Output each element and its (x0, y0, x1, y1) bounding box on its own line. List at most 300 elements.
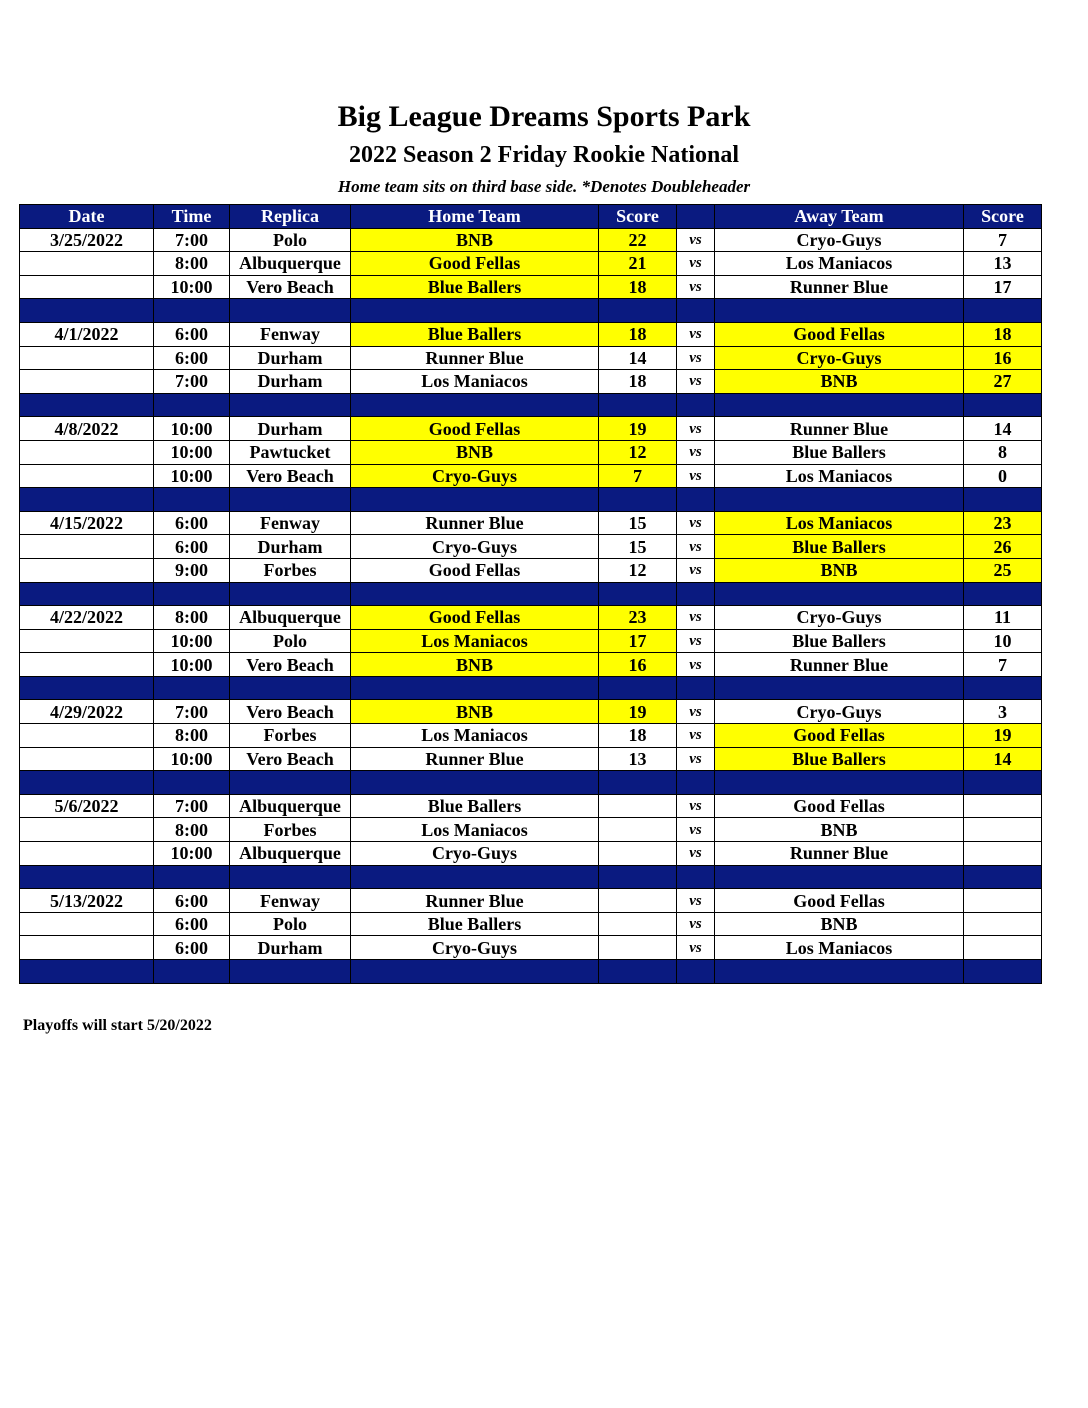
date-cell: 5/6/2022 (20, 794, 154, 818)
week-separator-row (20, 676, 1042, 700)
vs-cell: vs (677, 464, 715, 488)
date-cell: 4/1/2022 (20, 322, 154, 346)
col-header-date: Date (20, 205, 154, 229)
separator-cell (230, 299, 351, 323)
table-row (20, 653, 1042, 677)
table-row (20, 322, 1042, 346)
time-cell: 10:00 (154, 629, 230, 653)
date-cell: 3/25/2022 (20, 228, 154, 252)
home-score-cell: 21 (599, 252, 677, 276)
playoffs-note: Playoffs will start 5/20/2022 (23, 1017, 212, 1034)
time-cell: 8:00 (154, 818, 230, 842)
separator-cell (677, 582, 715, 606)
time-cell: 10:00 (154, 747, 230, 771)
separator-cell (154, 488, 230, 512)
date-cell (20, 558, 154, 582)
away-score-cell: 16 (964, 346, 1042, 370)
date-cell (20, 370, 154, 394)
away-team-cell: Blue Ballers (715, 440, 964, 464)
date-cell (20, 747, 154, 771)
home-team-cell: Good Fellas (351, 606, 599, 630)
home-score-cell: 12 (599, 440, 677, 464)
away-team-cell: Cryo-Guys (715, 700, 964, 724)
away-team-cell: Los Maniacos (715, 464, 964, 488)
away-score-cell: 27 (964, 370, 1042, 394)
replica-cell: Albuquerque (230, 606, 351, 630)
away-score-cell: 14 (964, 417, 1042, 441)
table-row (20, 464, 1042, 488)
replica-cell: Fenway (230, 322, 351, 346)
home-team-cell: Runner Blue (351, 747, 599, 771)
table-row (20, 889, 1042, 913)
vs-cell: vs (677, 936, 715, 960)
away-team-cell: Blue Ballers (715, 747, 964, 771)
date-cell (20, 464, 154, 488)
home-score-cell: 13 (599, 747, 677, 771)
away-score-cell: 25 (964, 558, 1042, 582)
vs-cell: vs (677, 346, 715, 370)
replica-cell: Durham (230, 535, 351, 559)
separator-cell (351, 582, 599, 606)
separator-cell (230, 582, 351, 606)
table-row (20, 252, 1042, 276)
separator-cell (351, 299, 599, 323)
week-separator-row (20, 582, 1042, 606)
separator-cell (964, 771, 1042, 795)
home-team-cell: Cryo-Guys (351, 936, 599, 960)
home-team-cell: Good Fellas (351, 558, 599, 582)
table-row (20, 818, 1042, 842)
replica-cell: Pawtucket (230, 440, 351, 464)
home-score-cell (599, 794, 677, 818)
time-cell: 10:00 (154, 842, 230, 866)
vs-cell: vs (677, 275, 715, 299)
home-team-cell: BNB (351, 228, 599, 252)
replica-cell: Polo (230, 629, 351, 653)
vs-cell: vs (677, 724, 715, 748)
separator-cell (599, 676, 677, 700)
date-cell: 4/8/2022 (20, 417, 154, 441)
away-score-cell: 13 (964, 252, 1042, 276)
home-score-cell: 19 (599, 700, 677, 724)
away-score-cell (964, 889, 1042, 913)
replica-cell: Polo (230, 912, 351, 936)
away-team-cell: Los Maniacos (715, 252, 964, 276)
separator-cell (677, 771, 715, 795)
date-cell (20, 818, 154, 842)
vs-cell: vs (677, 700, 715, 724)
home-team-cell: Blue Ballers (351, 912, 599, 936)
away-team-cell: Good Fellas (715, 889, 964, 913)
time-cell: 6:00 (154, 535, 230, 559)
replica-cell: Durham (230, 370, 351, 394)
separator-cell (599, 299, 677, 323)
time-cell: 6:00 (154, 346, 230, 370)
separator-cell (715, 771, 964, 795)
replica-cell: Albuquerque (230, 252, 351, 276)
replica-cell: Vero Beach (230, 464, 351, 488)
separator-cell (964, 582, 1042, 606)
home-score-cell: 12 (599, 558, 677, 582)
home-team-cell: Cryo-Guys (351, 535, 599, 559)
away-team-cell: Cryo-Guys (715, 228, 964, 252)
time-cell: 6:00 (154, 511, 230, 535)
away-team-cell: BNB (715, 912, 964, 936)
home-team-cell: Los Maniacos (351, 724, 599, 748)
separator-cell (20, 488, 154, 512)
home-team-cell: Cryo-Guys (351, 464, 599, 488)
separator-cell (964, 393, 1042, 417)
replica-cell: Durham (230, 346, 351, 370)
home-score-cell (599, 912, 677, 936)
home-team-cell: Runner Blue (351, 511, 599, 535)
separator-cell (20, 582, 154, 606)
vs-cell: vs (677, 417, 715, 441)
away-score-cell: 23 (964, 511, 1042, 535)
table-row (20, 700, 1042, 724)
vs-cell: vs (677, 228, 715, 252)
schedule-table (19, 204, 1042, 984)
home-team-cell: Good Fellas (351, 417, 599, 441)
replica-cell: Forbes (230, 724, 351, 748)
home-score-cell: 18 (599, 724, 677, 748)
separator-cell (154, 771, 230, 795)
separator-cell (599, 771, 677, 795)
page-subtitle: 2022 Season 2 Friday Rookie National (348, 142, 740, 168)
away-score-cell: 11 (964, 606, 1042, 630)
replica-cell: Fenway (230, 511, 351, 535)
time-cell: 8:00 (154, 606, 230, 630)
schedule-note: Home team sits on third base side. *Denotes Doubleheader (337, 177, 751, 196)
home-team-cell: Blue Ballers (351, 275, 599, 299)
table-row (20, 629, 1042, 653)
home-team-cell: Blue Ballers (351, 322, 599, 346)
away-score-cell: 26 (964, 535, 1042, 559)
time-cell: 7:00 (154, 370, 230, 394)
replica-cell: Vero Beach (230, 275, 351, 299)
separator-cell (154, 960, 230, 984)
separator-cell (715, 393, 964, 417)
home-score-cell: 22 (599, 228, 677, 252)
vs-cell: vs (677, 912, 715, 936)
vs-cell: vs (677, 818, 715, 842)
vs-cell: vs (677, 606, 715, 630)
away-team-cell: Blue Ballers (715, 629, 964, 653)
col-header-vs (677, 205, 715, 229)
separator-cell (677, 299, 715, 323)
away-team-cell: Los Maniacos (715, 936, 964, 960)
separator-cell (230, 771, 351, 795)
separator-cell (715, 676, 964, 700)
away-team-cell: Good Fellas (715, 794, 964, 818)
home-score-cell: 18 (599, 322, 677, 346)
date-cell (20, 535, 154, 559)
separator-cell (677, 960, 715, 984)
away-team-cell: Runner Blue (715, 653, 964, 677)
separator-cell (715, 960, 964, 984)
vs-cell: vs (677, 535, 715, 559)
time-cell: 6:00 (154, 322, 230, 346)
date-cell (20, 252, 154, 276)
away-score-cell (964, 912, 1042, 936)
home-score-cell: 15 (599, 511, 677, 535)
week-separator-row (20, 488, 1042, 512)
away-score-cell: 7 (964, 228, 1042, 252)
table-row (20, 440, 1042, 464)
date-cell (20, 275, 154, 299)
away-score-cell: 14 (964, 747, 1042, 771)
separator-cell (677, 488, 715, 512)
away-score-cell (964, 936, 1042, 960)
separator-cell (964, 676, 1042, 700)
home-score-cell (599, 818, 677, 842)
table-header-row (20, 205, 1042, 229)
col-header-time: Time (154, 205, 230, 229)
home-score-cell (599, 842, 677, 866)
home-team-cell: Good Fellas (351, 252, 599, 276)
col-header-home-score: Score (599, 205, 677, 229)
away-team-cell: BNB (715, 370, 964, 394)
home-team-cell: Blue Ballers (351, 794, 599, 818)
separator-cell (677, 676, 715, 700)
table-row (20, 228, 1042, 252)
table-row (20, 794, 1042, 818)
separator-cell (230, 488, 351, 512)
separator-cell (154, 299, 230, 323)
home-team-cell: Los Maniacos (351, 370, 599, 394)
away-score-cell: 18 (964, 322, 1042, 346)
home-score-cell: 18 (599, 370, 677, 394)
separator-cell (599, 582, 677, 606)
replica-cell: Albuquerque (230, 794, 351, 818)
separator-cell (599, 865, 677, 889)
vs-cell: vs (677, 370, 715, 394)
separator-cell (20, 393, 154, 417)
separator-cell (230, 676, 351, 700)
home-team-cell: BNB (351, 440, 599, 464)
away-team-cell: Runner Blue (715, 417, 964, 441)
replica-cell: Forbes (230, 558, 351, 582)
vs-cell: vs (677, 747, 715, 771)
away-team-cell: BNB (715, 818, 964, 842)
table-row (20, 275, 1042, 299)
date-cell (20, 629, 154, 653)
week-separator-row (20, 393, 1042, 417)
time-cell: 6:00 (154, 889, 230, 913)
separator-cell (230, 393, 351, 417)
date-cell: 4/22/2022 (20, 606, 154, 630)
col-header-replica: Replica (230, 205, 351, 229)
table-row (20, 511, 1042, 535)
time-cell: 8:00 (154, 252, 230, 276)
replica-cell: Vero Beach (230, 700, 351, 724)
time-cell: 6:00 (154, 912, 230, 936)
separator-cell (599, 960, 677, 984)
home-score-cell: 14 (599, 346, 677, 370)
separator-cell (154, 676, 230, 700)
vs-cell: vs (677, 322, 715, 346)
away-team-cell: Runner Blue (715, 842, 964, 866)
replica-cell: Vero Beach (230, 747, 351, 771)
away-team-cell: Cryo-Guys (715, 346, 964, 370)
replica-cell: Durham (230, 417, 351, 441)
away-team-cell: Cryo-Guys (715, 606, 964, 630)
vs-cell: vs (677, 653, 715, 677)
table-row (20, 370, 1042, 394)
separator-cell (715, 865, 964, 889)
table-row (20, 747, 1042, 771)
home-score-cell: 15 (599, 535, 677, 559)
separator-cell (964, 865, 1042, 889)
vs-cell: vs (677, 252, 715, 276)
table-row (20, 842, 1042, 866)
home-score-cell: 16 (599, 653, 677, 677)
replica-cell: Albuquerque (230, 842, 351, 866)
week-separator-row (20, 771, 1042, 795)
home-team-cell: Los Maniacos (351, 818, 599, 842)
separator-cell (715, 488, 964, 512)
date-cell (20, 653, 154, 677)
time-cell: 10:00 (154, 417, 230, 441)
separator-cell (351, 865, 599, 889)
home-team-cell: Los Maniacos (351, 629, 599, 653)
table-row (20, 606, 1042, 630)
replica-cell: Durham (230, 936, 351, 960)
col-header-home-team: Home Team (351, 205, 599, 229)
vs-cell: vs (677, 794, 715, 818)
away-team-cell: Los Maniacos (715, 511, 964, 535)
home-score-cell (599, 936, 677, 960)
separator-cell (20, 299, 154, 323)
home-score-cell: 23 (599, 606, 677, 630)
separator-cell (964, 488, 1042, 512)
separator-cell (351, 676, 599, 700)
separator-cell (351, 771, 599, 795)
separator-cell (351, 393, 599, 417)
home-score-cell (599, 889, 677, 913)
time-cell: 6:00 (154, 936, 230, 960)
table-row (20, 912, 1042, 936)
home-score-cell: 17 (599, 629, 677, 653)
time-cell: 10:00 (154, 440, 230, 464)
col-header-away-team: Away Team (715, 205, 964, 229)
separator-cell (20, 676, 154, 700)
replica-cell: Forbes (230, 818, 351, 842)
time-cell: 8:00 (154, 724, 230, 748)
separator-cell (715, 582, 964, 606)
date-cell (20, 724, 154, 748)
week-separator-row (20, 865, 1042, 889)
home-team-cell: Runner Blue (351, 889, 599, 913)
table-row (20, 346, 1042, 370)
date-cell (20, 842, 154, 866)
table-row (20, 724, 1042, 748)
date-cell (20, 912, 154, 936)
separator-cell (230, 960, 351, 984)
time-cell: 10:00 (154, 275, 230, 299)
separator-cell (351, 488, 599, 512)
time-cell: 9:00 (154, 558, 230, 582)
date-cell (20, 346, 154, 370)
separator-cell (351, 960, 599, 984)
table-row (20, 535, 1042, 559)
vs-cell: vs (677, 558, 715, 582)
away-score-cell: 10 (964, 629, 1042, 653)
col-header-away-score: Score (964, 205, 1042, 229)
time-cell: 7:00 (154, 794, 230, 818)
away-score-cell: 8 (964, 440, 1042, 464)
away-team-cell: Runner Blue (715, 275, 964, 299)
time-cell: 10:00 (154, 464, 230, 488)
home-score-cell: 7 (599, 464, 677, 488)
away-score-cell: 3 (964, 700, 1042, 724)
replica-cell: Polo (230, 228, 351, 252)
separator-cell (154, 582, 230, 606)
date-cell (20, 936, 154, 960)
date-cell: 4/15/2022 (20, 511, 154, 535)
away-score-cell: 19 (964, 724, 1042, 748)
replica-cell: Vero Beach (230, 653, 351, 677)
away-team-cell: BNB (715, 558, 964, 582)
table-row (20, 558, 1042, 582)
home-score-cell: 19 (599, 417, 677, 441)
away-team-cell: Good Fellas (715, 322, 964, 346)
separator-cell (715, 299, 964, 323)
vs-cell: vs (677, 629, 715, 653)
vs-cell: vs (677, 889, 715, 913)
separator-cell (20, 865, 154, 889)
time-cell: 7:00 (154, 700, 230, 724)
separator-cell (677, 393, 715, 417)
separator-cell (599, 488, 677, 512)
home-score-cell: 18 (599, 275, 677, 299)
home-team-cell: BNB (351, 653, 599, 677)
separator-cell (20, 771, 154, 795)
away-score-cell (964, 794, 1042, 818)
date-cell: 5/13/2022 (20, 889, 154, 913)
replica-cell: Fenway (230, 889, 351, 913)
home-team-cell: BNB (351, 700, 599, 724)
week-separator-row (20, 299, 1042, 323)
separator-cell (230, 865, 351, 889)
separator-cell (964, 299, 1042, 323)
separator-cell (154, 393, 230, 417)
home-team-cell: Runner Blue (351, 346, 599, 370)
vs-cell: vs (677, 511, 715, 535)
separator-cell (20, 960, 154, 984)
page-title: Big League Dreams Sports Park (337, 100, 751, 133)
away-score-cell (964, 818, 1042, 842)
away-team-cell: Good Fellas (715, 724, 964, 748)
date-cell: 4/29/2022 (20, 700, 154, 724)
time-cell: 10:00 (154, 653, 230, 677)
week-separator-row (20, 960, 1042, 984)
table-row (20, 417, 1042, 441)
vs-cell: vs (677, 842, 715, 866)
time-cell: 7:00 (154, 228, 230, 252)
separator-cell (599, 393, 677, 417)
separator-cell (154, 865, 230, 889)
away-score-cell: 7 (964, 653, 1042, 677)
separator-cell (677, 865, 715, 889)
vs-cell: vs (677, 440, 715, 464)
table-row (20, 936, 1042, 960)
separator-cell (964, 960, 1042, 984)
date-cell (20, 440, 154, 464)
away-score-cell: 17 (964, 275, 1042, 299)
away-score-cell (964, 842, 1042, 866)
away-score-cell: 0 (964, 464, 1042, 488)
